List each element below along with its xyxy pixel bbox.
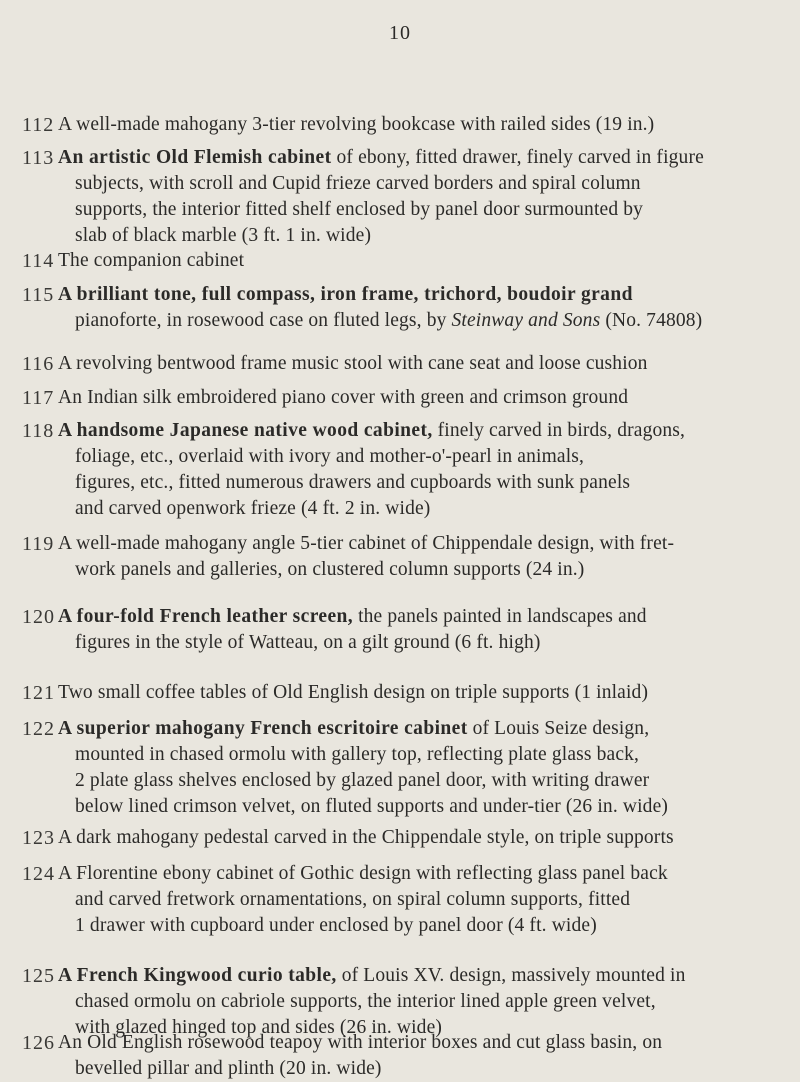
lot-line bbox=[58, 718, 649, 739]
lot-line-text: finely carved in birds, dragons, bbox=[432, 420, 686, 441]
lot-lead: A four-fold French leather screen, bbox=[58, 606, 354, 627]
lot-number: 112 bbox=[22, 114, 55, 136]
lot-line-text: figures in the style of Watteau, on a gilt ground (6 ft. high) bbox=[75, 632, 541, 653]
lot-entry bbox=[22, 385, 800, 411]
lot-entry bbox=[22, 1030, 800, 1082]
lot-description bbox=[58, 248, 780, 274]
lot-line bbox=[58, 913, 780, 939]
lot-line-text: The companion cabinet bbox=[58, 250, 245, 271]
page-number: 10 bbox=[389, 22, 411, 44]
lot-line-text: work panels and galleries, on clustered column supports (24 in.) bbox=[75, 559, 585, 580]
lot-line bbox=[58, 887, 780, 913]
lot-number: 121 bbox=[22, 682, 55, 704]
lot-description bbox=[58, 282, 780, 334]
lot-line bbox=[58, 768, 780, 794]
lot-entry bbox=[22, 418, 800, 522]
lot-line bbox=[58, 989, 780, 1015]
lot-number: 114 bbox=[22, 250, 55, 272]
lot-line bbox=[58, 533, 674, 554]
lot-line bbox=[58, 1056, 780, 1082]
lot-line bbox=[58, 630, 780, 656]
lot-number: 124 bbox=[22, 863, 55, 885]
lot-line bbox=[58, 794, 780, 820]
lot-line-text: the panels painted in landscapes and bbox=[353, 606, 647, 627]
lot-line-text: foliage, etc., overlaid with ivory and mother-o'-pearl in animals, bbox=[75, 446, 585, 467]
lot-lead: An artistic Old Flemish cabinet bbox=[58, 147, 332, 168]
lot-line-text: bevelled pillar and plinth (20 in. wide) bbox=[75, 1058, 382, 1079]
lot-number: 119 bbox=[22, 533, 55, 555]
lot-line bbox=[58, 223, 780, 249]
lot-line-text: Two small coffee tables of Old English design on triple supports (1 inlaid) bbox=[58, 682, 649, 703]
lot-line bbox=[58, 863, 668, 884]
lot-number: 120 bbox=[22, 606, 55, 628]
lot-line-text: below lined crimson velvet, on fluted supports and under-tier (26 in. wide) bbox=[75, 796, 669, 817]
lot-description bbox=[58, 531, 780, 583]
lot-entry bbox=[22, 531, 800, 583]
lot-description bbox=[58, 861, 780, 939]
lot-description bbox=[58, 825, 780, 851]
lot-line-text: mounted in chased ormolu with gallery top, reflecting plate glass back, bbox=[75, 744, 640, 765]
lot-description bbox=[58, 1030, 780, 1082]
lot-entry bbox=[22, 604, 800, 656]
lot-line-text: and carved openwork frieze (4 ft. 2 in. wide) bbox=[75, 498, 431, 519]
lot-line bbox=[58, 420, 685, 441]
lot-line bbox=[58, 284, 633, 305]
lot-line-text: with glazed hinged top and sides (26 in. wide) bbox=[75, 1017, 443, 1038]
lot-number: 113 bbox=[22, 147, 55, 169]
lot-line bbox=[58, 387, 628, 408]
lot-line-text: subjects, with scroll and Cupid frieze carved borders and spiral column bbox=[75, 173, 641, 194]
lot-maker: Steinway and Sons bbox=[451, 310, 601, 331]
lot-description bbox=[58, 604, 780, 656]
lot-tail: (No. 74808) bbox=[600, 310, 703, 331]
lot-line bbox=[58, 827, 674, 848]
lot-entry bbox=[22, 861, 800, 939]
lot-description bbox=[58, 112, 780, 138]
lot-number: 117 bbox=[22, 387, 55, 409]
lot-description bbox=[58, 145, 780, 249]
lot-line-text: An Indian silk embroidered piano cover with green and crimson ground bbox=[58, 387, 629, 408]
lot-line bbox=[58, 114, 654, 135]
lot-line bbox=[58, 1032, 662, 1053]
lot-line bbox=[58, 470, 780, 496]
lot-line bbox=[58, 682, 648, 703]
lot-number: 115 bbox=[22, 284, 55, 306]
lot-line-text: chased ormolu on cabriole supports, the interior lined apple green velvet, bbox=[75, 991, 656, 1012]
lot-line bbox=[58, 147, 704, 168]
lot-line bbox=[58, 250, 244, 271]
lot-line bbox=[58, 444, 780, 470]
lot-line-text: A revolving bentwood frame music stool with cane seat and loose cushion bbox=[58, 353, 648, 374]
lot-entry bbox=[22, 145, 800, 249]
lot-line-text: of Louis XV. design, massively mounted in bbox=[336, 965, 686, 986]
lot-line-text: figures, etc., fitted numerous drawers and cupboards with sunk panels bbox=[75, 472, 631, 493]
lot-description bbox=[58, 680, 780, 706]
lot-lead: A handsome Japanese native wood cabinet, bbox=[58, 420, 433, 441]
lot-entry bbox=[22, 351, 800, 377]
lot-line-text: of Louis Seize design, bbox=[467, 718, 650, 739]
lot-lead: A French Kingwood curio table, bbox=[58, 965, 337, 986]
lot-line-text: pianoforte, in rosewood case on fluted legs, by bbox=[75, 310, 452, 331]
lot-entry bbox=[22, 112, 800, 138]
lot-description bbox=[58, 716, 780, 820]
lot-entry bbox=[22, 680, 800, 706]
lot-number: 123 bbox=[22, 827, 55, 849]
lot-description bbox=[58, 351, 780, 377]
lot-line bbox=[58, 171, 780, 197]
lot-line bbox=[58, 965, 686, 986]
lot-line-text: supports, the interior fitted shelf enclosed by panel door surmounted by bbox=[75, 199, 644, 220]
lot-number: 125 bbox=[22, 965, 55, 987]
lot-line bbox=[58, 606, 647, 627]
lot-entry bbox=[22, 248, 800, 274]
lot-entry bbox=[22, 716, 800, 820]
lot-entry bbox=[22, 282, 800, 334]
lot-line-text: 2 plate glass shelves enclosed by glazed panel door, with writing drawer bbox=[75, 770, 650, 791]
lot-line-text: of ebony, fitted drawer, finely carved in figure bbox=[331, 147, 704, 168]
lot-line-text: slab of black marble (3 ft. 1 in. wide) bbox=[75, 225, 372, 246]
lot-lead: A brilliant tone, full compass, iron frame, trichord, boudoir grand bbox=[58, 284, 633, 305]
lot-entry bbox=[22, 825, 800, 851]
lot-line bbox=[58, 197, 780, 223]
lot-line bbox=[58, 557, 780, 583]
lot-line bbox=[58, 496, 780, 522]
lot-line-text: An Old English rosewood teapoy with interior boxes and cut glass basin, on bbox=[58, 1032, 663, 1053]
lot-line-text: 1 drawer with cupboard under enclosed by panel door (4 ft. wide) bbox=[75, 915, 597, 936]
lot-number: 118 bbox=[22, 420, 55, 442]
lot-number: 116 bbox=[22, 353, 55, 375]
lot-description bbox=[58, 385, 780, 411]
lot-line-text: and carved fretwork ornamentations, on spiral column supports, fitted bbox=[75, 889, 631, 910]
lot-line bbox=[58, 308, 780, 334]
lot-line-text: A dark mahogany pedestal carved in the Chippendale style, on triple supports bbox=[58, 827, 674, 848]
lot-number: 122 bbox=[22, 718, 55, 740]
lot-description bbox=[58, 418, 780, 522]
lot-line-text: A well-made mahogany 3-tier revolving bookcase with railed sides (19 in.) bbox=[58, 114, 655, 135]
lot-line bbox=[58, 742, 780, 768]
lot-lead: A superior mahogany French escritoire cabinet bbox=[58, 718, 468, 739]
lot-line-text: A Florentine ebony cabinet of Gothic design with reflecting glass panel back bbox=[58, 863, 668, 884]
lot-line bbox=[58, 353, 648, 374]
lot-number: 126 bbox=[22, 1032, 55, 1054]
lot-line-text: A well-made mahogany angle 5-tier cabinet of Chippendale design, with fret- bbox=[58, 533, 675, 554]
